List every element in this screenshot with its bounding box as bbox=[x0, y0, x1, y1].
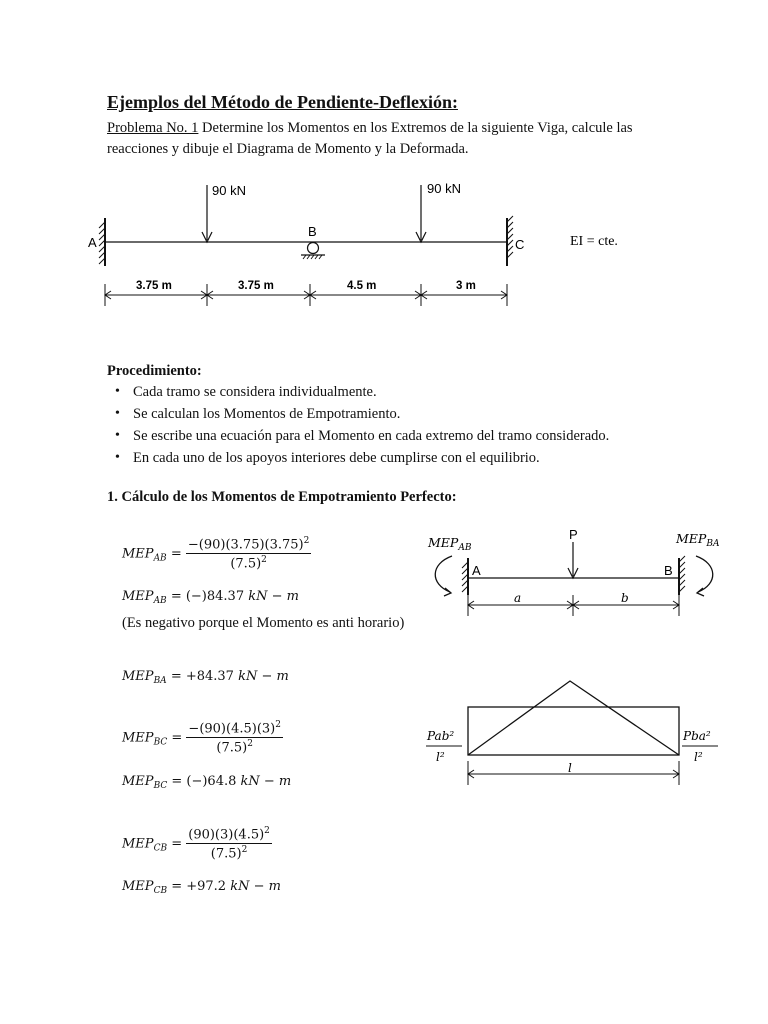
procedure-list bbox=[113, 381, 609, 469]
node-label-a: A bbox=[88, 235, 97, 250]
list-item: • Cada tramo se considera individualmente. bbox=[133, 381, 609, 403]
dim-label-3: 4.5 m bbox=[347, 280, 377, 292]
dim-label-2: 3.75 m bbox=[238, 280, 274, 292]
mep-ba-label: $MEP_{BA}$ bbox=[676, 531, 720, 549]
diagram-l-dimension bbox=[468, 761, 679, 785]
equation-mep-ab-result: $MEP_{AB} = (-)84.37$ kN − m bbox=[122, 589, 299, 606]
eq-cb-denominator: (7.5) bbox=[210, 846, 242, 862]
eq-ab-numerator: −(90)(3.75)(3.75) bbox=[187, 537, 304, 553]
procedure-title: Procedimiento: bbox=[107, 363, 202, 379]
beam-diagram bbox=[0, 0, 768, 330]
diagram-load-label: P bbox=[569, 527, 578, 542]
eq-bc-denominator: (7.5) bbox=[216, 740, 248, 756]
problem-label: Problema No. 1 bbox=[107, 120, 199, 136]
moment-diagram-triangle bbox=[468, 681, 679, 755]
eq-ab-result: = (−)84.37 bbox=[166, 589, 249, 604]
left-moment-denominator: l² bbox=[436, 750, 445, 764]
moment-arrow-right bbox=[696, 556, 713, 592]
eq-ba-units: kN − m bbox=[238, 669, 289, 684]
equation-mep-cb-result: $MEP_{CB} = +97.2$ kN − m bbox=[122, 879, 281, 896]
diagram-a-label: a bbox=[514, 591, 522, 605]
dim-label-4: 3 m bbox=[456, 280, 476, 292]
diagram-ab-dimension bbox=[468, 595, 679, 616]
left-moment-numerator: Pab² bbox=[427, 729, 455, 743]
problem-text: Determine los Momentos en los Extremos de la siguiente Viga, calcule las reacciones y dibuje el Diagrama de Momento y la Deformada. bbox=[107, 120, 633, 157]
list-item: • En cada uno de los apoyos interiores debe cumplirse con el equilibrio. bbox=[133, 447, 609, 469]
load-label-2: 90 kN bbox=[427, 181, 461, 196]
eq-bc-units: kN − m bbox=[240, 774, 292, 789]
roller-ground-hatch bbox=[303, 255, 322, 259]
eq-ab-denominator: (7.5) bbox=[230, 556, 262, 572]
negative-moment-note: (Es negativo porque el Momento es anti horario) bbox=[122, 615, 405, 631]
node-label-b: B bbox=[308, 224, 317, 239]
page-title: Ejemplos del Método de Pendiente-Deflexión: bbox=[107, 92, 458, 112]
diagram-node-a: A bbox=[472, 563, 481, 578]
eq-cb-result: = +97.2 bbox=[167, 879, 231, 894]
eq-ab-units: kN − m bbox=[248, 589, 299, 604]
list-item: • Se escribe una ecuación para el Momento en cada extremo del tramo considerado. bbox=[133, 425, 609, 447]
dim-label-1: 3.75 m bbox=[136, 280, 172, 292]
right-moment-denominator: l² bbox=[694, 750, 703, 764]
node-label-c: C bbox=[515, 237, 525, 252]
load-label-1: 90 kN bbox=[212, 183, 246, 198]
eq-bc-result: = (−)64.8 bbox=[167, 774, 241, 789]
mep-ab-label: $MEP_{AB}$ bbox=[428, 535, 472, 553]
eq-cb-units: kN − m bbox=[230, 879, 281, 894]
moment-arrow-left bbox=[435, 556, 452, 592]
diagram-l-label: l bbox=[568, 761, 572, 775]
equation-mep-ba: $MEP_{BA} = +84.37$ kN − m bbox=[122, 669, 289, 686]
moment-diagram-rect bbox=[468, 707, 679, 755]
ei-label: EI = cte. bbox=[570, 234, 618, 249]
equation-mep-bc: $MEP_{BC}$ = $\frac{-(90)(4.5)(3)^2}{(7.5)^2}$ bbox=[122, 720, 281, 756]
eq-ba-result: = +84.37 bbox=[166, 669, 239, 684]
right-moment-numerator: Pba² bbox=[683, 729, 711, 743]
diagram-b-label: b bbox=[621, 591, 629, 605]
roller-support-b bbox=[308, 243, 319, 254]
eq-bc-numerator: −(90)(4.5)(3) bbox=[188, 721, 276, 737]
diagram-node-b: B bbox=[664, 563, 673, 578]
fixed-end-diagram bbox=[420, 520, 730, 800]
list-item: • Se calculan los Momentos de Empotramiento. bbox=[133, 403, 609, 425]
equation-mep-ab: $MEP_{AB}$ = $\frac{-(90)(3.75)(3.75)^2}{(7.5)^2}$ bbox=[122, 536, 310, 572]
equation-mep-bc-result: $MEP_{BC} = (-)64.8$ kN − m bbox=[122, 774, 292, 791]
section-heading: 1. Cálculo de los Momentos de Empotramiento Perfecto: bbox=[107, 489, 457, 505]
equation-mep-cb: $MEP_{CB}$ = $\frac{(90)(3)(4.5)^2}{(7.5)^2}$ bbox=[122, 826, 270, 862]
eq-cb-numerator: (90)(3)(4.5) bbox=[188, 827, 265, 843]
